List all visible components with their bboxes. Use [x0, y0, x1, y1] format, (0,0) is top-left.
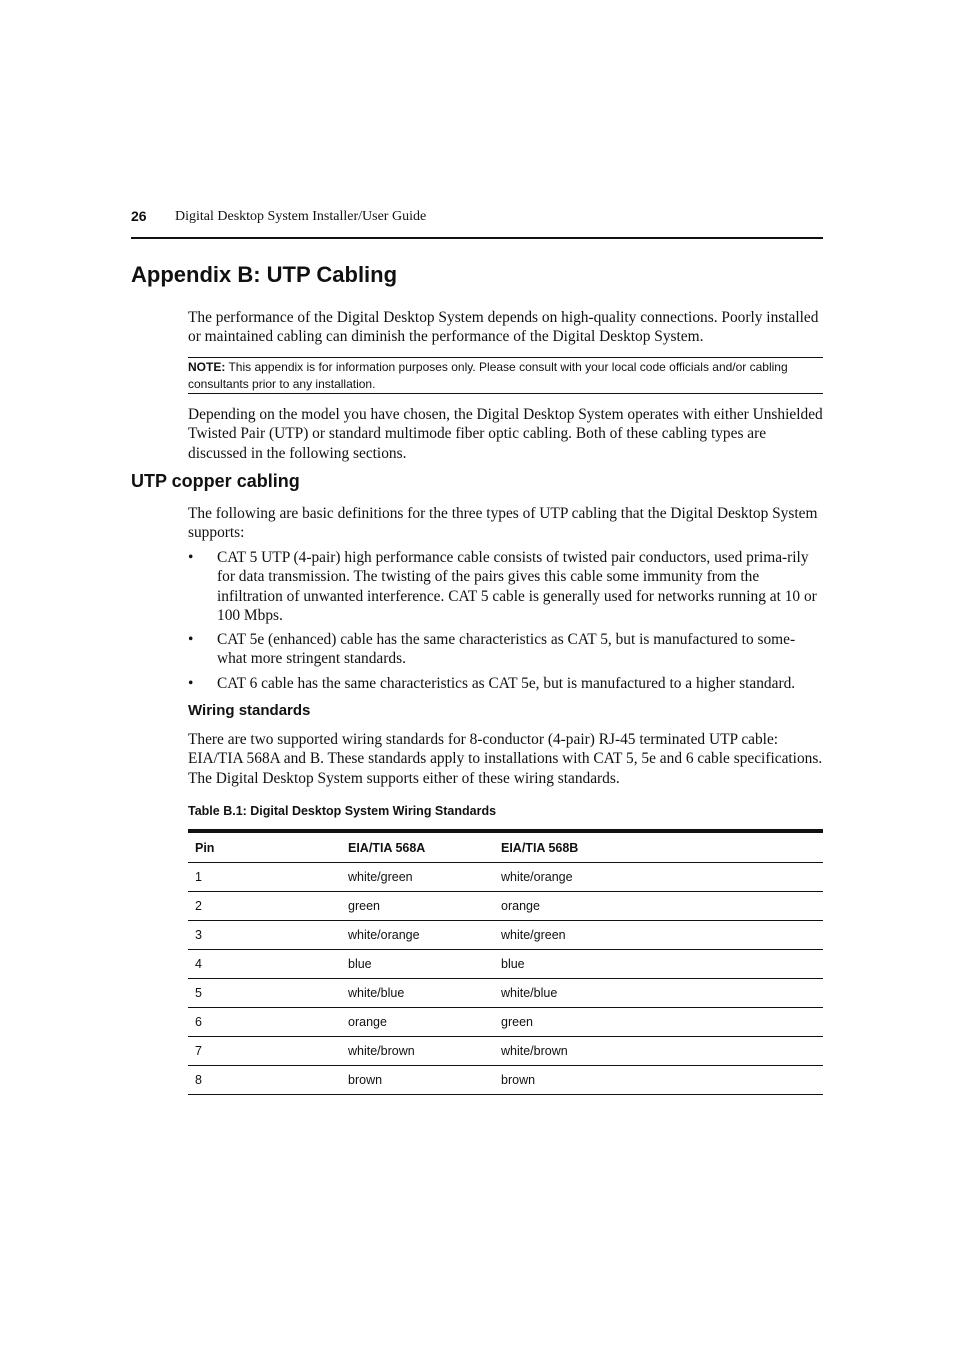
intro-paragraph: The performance of the Digital Desktop System depends on high-quality connections. Poorly installed or maintained cabling can diminish the performance of the Digital Desktop System. [188, 309, 819, 346]
wiring-standards-table [188, 829, 823, 1095]
running-header [131, 208, 823, 239]
table-row [188, 921, 823, 950]
pin-cell: 1 [188, 863, 341, 892]
pin-cell: 4 [188, 950, 341, 979]
column-header-568b: EIA/TIA 568B [494, 831, 823, 863]
568b-cell: brown [494, 1066, 823, 1095]
column-header-568a: EIA/TIA 568A [341, 831, 494, 863]
list-item-text: CAT 5 UTP (4-pair) high performance cable consists of twisted pair conductors, used prima-rily for data transmission. The twisting of the pairs gives this cable some immunity from the infiltration of unwanted interference. CAT 5 cable is generally used for networks running at 10 or 100 Mbps. [217, 549, 817, 624]
list-item-text: CAT 6 cable has the same characteristics as CAT 5e, but is manufactured to a higher standard. [217, 674, 796, 692]
568b-cell: white/orange [494, 863, 823, 892]
568b-cell: orange [494, 892, 823, 921]
568a-cell: blue [341, 950, 494, 979]
utp-section-title: UTP copper cabling [131, 471, 300, 491]
568a-cell: white/brown [341, 1037, 494, 1066]
table-row [188, 1037, 823, 1066]
column-header-pin: Pin [188, 831, 341, 863]
568b-cell: white/blue [494, 979, 823, 1008]
568a-cell: orange [341, 1008, 494, 1037]
568a-cell: green [341, 892, 494, 921]
table-row [188, 979, 823, 1008]
note-box [188, 357, 823, 394]
table-header-row [188, 831, 823, 863]
bullet-marker: • [188, 674, 194, 692]
bullet-marker: • [188, 631, 194, 649]
bullet-marker: • [188, 549, 194, 566]
568a-cell: white/blue [341, 979, 494, 1008]
table-row [188, 892, 823, 921]
guide-title: Digital Desktop System Installer/User Guide [175, 209, 427, 224]
table-row [188, 863, 823, 892]
utp-intro-paragraph: The following are basic definitions for the three types of UTP cabling that the Digital Desktop System supports: [188, 505, 818, 542]
pin-cell: 2 [188, 892, 341, 921]
568b-cell: green [494, 1008, 823, 1037]
568b-cell: blue [494, 950, 823, 979]
list-item [188, 674, 823, 693]
page-number: 26 [131, 208, 147, 224]
cabling-types-paragraph: Depending on the model you have chosen, the Digital Desktop System operates with either Unshielded Twisted Pair (UTP) or standard multimode fiber optic cabling. Both of these cabling types are discussed in the following sections. [188, 406, 823, 462]
appendix-title: Appendix B: UTP Cabling [131, 262, 398, 287]
table-caption: Table B.1: Digital Desktop System Wiring Standards [188, 804, 497, 818]
table-row [188, 950, 823, 979]
wiring-standards-title: Wiring standards [188, 702, 311, 719]
568a-cell: white/orange [341, 921, 494, 950]
568a-cell: brown [341, 1066, 494, 1095]
note-label: NOTE: [188, 360, 226, 374]
pin-cell: 8 [188, 1066, 341, 1095]
568b-cell: white/brown [494, 1037, 823, 1066]
wiring-paragraph: There are two supported wiring standards for 8-conductor (4-pair) RJ-45 terminated UTP cable: EIA/TIA 568A and B. These standards apply to installations with CAT 5, 5e and 6 cable specifications. The Digital Desktop System supports either of these wiring standards. [188, 731, 823, 787]
pin-cell: 6 [188, 1008, 341, 1037]
568a-cell: white/green [341, 863, 494, 892]
note-text: This appendix is for information purposes only. Please consult with your local code officials and/or cabling consultants prior to any installation. [188, 360, 788, 391]
cable-type-list [188, 548, 823, 698]
table-row [188, 1066, 823, 1095]
list-item-text: CAT 5e (enhanced) cable has the same characteristics as CAT 5, but is manufactured to some-what more stringent standards. [217, 631, 796, 668]
list-item [188, 630, 823, 669]
list-item [188, 548, 823, 625]
568b-cell: white/green [494, 921, 823, 950]
pin-cell: 5 [188, 979, 341, 1008]
pin-cell: 7 [188, 1037, 341, 1066]
table-row [188, 1008, 823, 1037]
pin-cell: 3 [188, 921, 341, 950]
